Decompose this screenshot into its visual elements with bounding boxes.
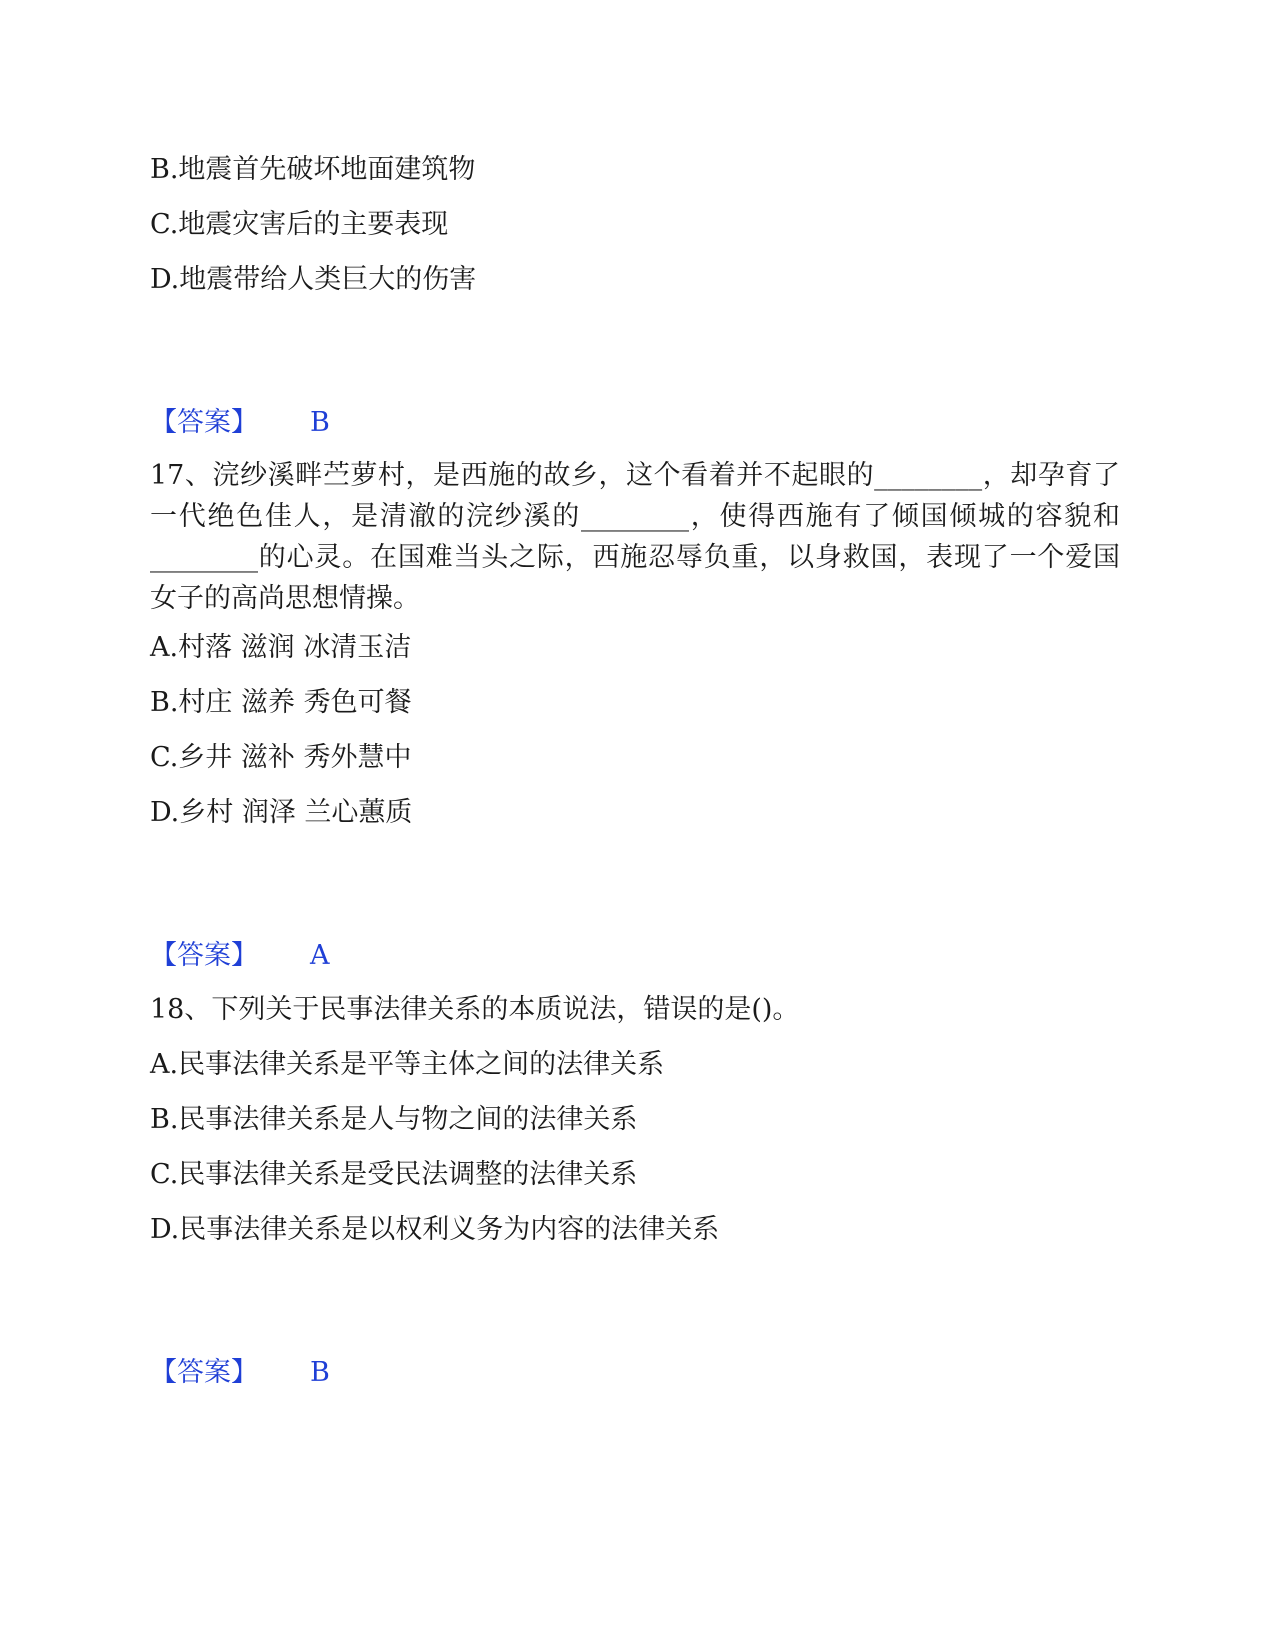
q18-answer-value: B: [310, 1357, 330, 1388]
q17-answer: [150, 936, 330, 976]
q18-answer: [150, 1353, 330, 1393]
q16-option-c: C.地震灾害后的主要表现: [150, 209, 449, 240]
q17-option-a: A.村落 滋润 冰清玉洁: [150, 632, 412, 663]
q17-answer-label: 【答案】: [150, 940, 258, 971]
q16-answer-value: B: [310, 407, 330, 438]
q16-option-d: D.地震带给人类巨大的伤害: [150, 264, 477, 295]
q17-stem: 17、浣纱溪畔苎萝村，是西施的故乡，这个看着并不起眼的________，却孕育了一代绝色佳人，是清澈的浣纱溪的________，使得西施有了倾国倾城的容貌和________的心灵。在国难当头之际，西施忍辱负重，以身救国，表现了一个爱国女子的高尚思想情操。: [150, 460, 1120, 614]
q18-option-c: C.民事法律关系是受民法调整的法律关系: [150, 1159, 638, 1190]
q18-option-d: D.民事法律关系是以权利义务为内容的法律关系: [150, 1214, 720, 1245]
q16-option-b: B.地震首先破坏地面建筑物: [150, 154, 476, 185]
q17-option-c: C.乡井 滋补 秀外慧中: [150, 742, 412, 773]
q16-answer-label: 【答案】: [150, 407, 258, 438]
q17-option-b: B.村庄 滋养 秀色可餐: [150, 687, 412, 718]
q18-answer-label: 【答案】: [150, 1357, 258, 1388]
q18-stem: 18、下列关于民事法律关系的本质说法，错误的是()。: [150, 994, 800, 1025]
q16-answer: [150, 403, 330, 443]
q18-option-a: A.民事法律关系是平等主体之间的法律关系: [150, 1049, 665, 1080]
q18-option-b: B.民事法律关系是人与物之间的法律关系: [150, 1104, 638, 1135]
q17-answer-value: A: [310, 940, 330, 971]
q17-option-d: D.乡村 润泽 兰心蕙质: [150, 797, 413, 828]
